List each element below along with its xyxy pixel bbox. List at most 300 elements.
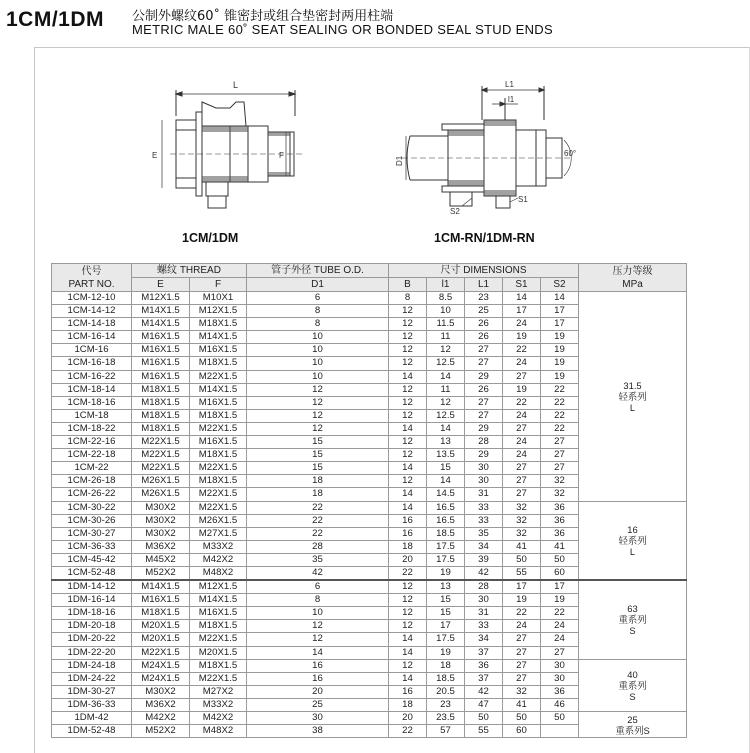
table-cell: 24: [503, 318, 541, 331]
table-cell: 17: [541, 318, 579, 331]
table-cell: 32: [503, 501, 541, 514]
table-cell: M18X1.5: [190, 659, 247, 672]
table-cell: 15: [247, 449, 389, 462]
table-cell: 1CM-30-26: [52, 514, 132, 527]
table-cell: 12.5: [427, 357, 465, 370]
table-cell: 12: [389, 449, 427, 462]
table-cell: 8: [389, 292, 427, 305]
table-cell: M48X2: [190, 566, 247, 580]
table-cell: 30: [541, 672, 579, 685]
pressure-series-cn: 轻系列: [618, 390, 647, 402]
label-l: L: [233, 80, 239, 90]
table-cell: 29: [465, 370, 503, 383]
table-cell: 1CM-26-22: [52, 488, 132, 501]
table-cell: 50: [465, 712, 503, 725]
pressure-cell: [579, 580, 687, 659]
table-cell: 17.5: [427, 540, 465, 553]
header-b: B: [389, 278, 427, 292]
table-cell: M45X2: [132, 553, 190, 566]
table-cell: 12: [389, 396, 427, 409]
table-cell: M18X1.5: [132, 409, 190, 422]
table-cell: 29: [465, 422, 503, 435]
table-cell: M22X1.5: [132, 449, 190, 462]
table-cell: 12: [389, 305, 427, 318]
table-cell: 1CM-12-10: [52, 292, 132, 305]
table-cell: M42X2: [132, 712, 190, 725]
table-cell: 22: [503, 344, 541, 357]
table-cell: M16X1.5: [132, 594, 190, 607]
table-cell: 27: [503, 659, 541, 672]
table-cell: 38: [247, 725, 389, 738]
table-cell: 11: [427, 331, 465, 344]
table-cell: 19: [541, 344, 579, 357]
table-cell: 32: [541, 488, 579, 501]
spec-table: [51, 263, 687, 738]
table-cell: 22: [541, 422, 579, 435]
table-cell: 32: [503, 527, 541, 540]
table-cell: 60: [503, 725, 541, 738]
table-cell: 19: [541, 331, 579, 344]
table-cell: 23: [427, 698, 465, 711]
table-cell: 6: [247, 292, 389, 305]
table-cell: 22: [389, 725, 427, 738]
table-cell: M18X1.5: [132, 396, 190, 409]
table-cell: 50: [541, 712, 579, 725]
pressure-series-code: L: [629, 545, 636, 557]
table-cell: 15: [427, 607, 465, 620]
table-cell: 19: [503, 383, 541, 396]
table-cell: 27: [503, 462, 541, 475]
header-part-en: PART NO.: [68, 278, 115, 290]
table-cell: M14X1.5: [190, 594, 247, 607]
pressure-series-code: S: [629, 690, 636, 702]
table-cell: 1DM-16-14: [52, 594, 132, 607]
table-cell: 36: [541, 527, 579, 540]
table-cell: 15: [427, 594, 465, 607]
drawing-1cm-rn-1dm-rn: [392, 78, 592, 218]
table-cell: 17.5: [427, 633, 465, 646]
table-cell: 14: [427, 475, 465, 488]
table-cell: 18: [389, 698, 427, 711]
table-cell: 12: [389, 475, 427, 488]
table-cell: M18X1.5: [132, 383, 190, 396]
table-cell: 12: [389, 594, 427, 607]
table-cell: 30: [541, 659, 579, 672]
table-cell: 22: [503, 607, 541, 620]
label-small-l1: l1: [508, 95, 515, 104]
table-cell: 27: [541, 646, 579, 659]
table-cell: 28: [247, 540, 389, 553]
table-cell: 18: [247, 488, 389, 501]
table-cell: 16.5: [427, 514, 465, 527]
table-cell: M22X1.5: [190, 488, 247, 501]
table-cell: 23.5: [427, 712, 465, 725]
table-cell: M22X1.5: [132, 436, 190, 449]
table-cell: 12: [389, 383, 427, 396]
table-cell: 1CM-16-14: [52, 331, 132, 344]
table-cell: M14X1.5: [132, 580, 190, 594]
table-cell: 12: [389, 318, 427, 331]
header-l1-small: l1: [427, 278, 465, 292]
table-cell: 12: [389, 620, 427, 633]
pressure-value: 16: [627, 523, 638, 535]
table-cell: 19: [427, 566, 465, 580]
table-cell: M20X1.5: [190, 646, 247, 659]
pressure-cell: [579, 501, 687, 580]
table-cell: 1DM-14-12: [52, 580, 132, 594]
table-cell: 1DM-24-22: [52, 672, 132, 685]
table-cell: M22X1.5: [190, 462, 247, 475]
table-cell: 41: [503, 540, 541, 553]
table-cell: 16: [389, 685, 427, 698]
table-cell: 24: [503, 357, 541, 370]
table-cell: 19: [503, 331, 541, 344]
table-cell: 1CM-14-18: [52, 318, 132, 331]
table-cell: M22X1.5: [190, 633, 247, 646]
table-cell: M22X1.5: [190, 672, 247, 685]
table-cell: 24: [541, 633, 579, 646]
table-cell: 17: [427, 620, 465, 633]
table-cell: 50: [503, 553, 541, 566]
table-cell: 19: [503, 594, 541, 607]
table-cell: 27: [503, 370, 541, 383]
table-cell: 41: [503, 698, 541, 711]
table-row: [52, 659, 687, 672]
table-cell: M16X1.5: [190, 396, 247, 409]
table-cell: M16X1.5: [132, 331, 190, 344]
pressure-series-cn: 重系列: [618, 614, 647, 626]
header-pressure: [579, 264, 687, 292]
header-s2: S2: [541, 278, 579, 292]
table-row: [52, 501, 687, 514]
table-cell: M12X1.5: [190, 580, 247, 594]
table-cell: 1CM-16-22: [52, 370, 132, 383]
table-cell: M30X2: [132, 527, 190, 540]
table-cell: 55: [465, 725, 503, 738]
table-cell: 23: [465, 292, 503, 305]
table-cell: 24: [503, 449, 541, 462]
table-cell: 1CM-52-48: [52, 566, 132, 580]
table-cell: 27: [503, 672, 541, 685]
table-cell: 1CM-14-12: [52, 305, 132, 318]
table-cell: 28: [465, 580, 503, 594]
table-cell: 22: [389, 566, 427, 580]
table-cell: 14: [389, 370, 427, 383]
table-cell: 46: [541, 698, 579, 711]
table-cell: 19: [541, 594, 579, 607]
table-cell: 26: [465, 318, 503, 331]
table-cell: 12: [389, 436, 427, 449]
table-cell: 12: [427, 344, 465, 357]
table-cell: 47: [465, 698, 503, 711]
table-cell: 10: [427, 305, 465, 318]
table-cell: 14: [541, 292, 579, 305]
table-cell: M24X1.5: [132, 659, 190, 672]
table-cell: 29: [465, 449, 503, 462]
table-cell: 1DM-18-16: [52, 607, 132, 620]
table-cell: 25: [465, 305, 503, 318]
table-cell: 20.5: [427, 685, 465, 698]
table-cell: 27: [465, 344, 503, 357]
table-cell: 15: [247, 462, 389, 475]
table-cell: M42X2: [190, 712, 247, 725]
table-cell: 13: [427, 580, 465, 594]
table-cell: 1CM-18-22: [52, 422, 132, 435]
table-cell: M16X1.5: [190, 436, 247, 449]
label-s1: S1: [518, 195, 528, 204]
table-cell: M48X2: [190, 725, 247, 738]
table-cell: 22: [247, 514, 389, 527]
header-pressure-en: MPa: [622, 278, 643, 290]
table-cell: 12: [247, 620, 389, 633]
table-cell: 10: [247, 607, 389, 620]
table-cell: M12X1.5: [132, 292, 190, 305]
table-cell: 37: [465, 672, 503, 685]
pressure-value: 63: [627, 603, 638, 615]
table-cell: M14X1.5: [132, 305, 190, 318]
table-cell: 12: [247, 422, 389, 435]
header-part-cn: 代号: [81, 265, 102, 277]
table-cell: 17: [541, 580, 579, 594]
table-cell: 1CM-18: [52, 409, 132, 422]
table-cell: 10: [247, 370, 389, 383]
table-cell: 16: [247, 659, 389, 672]
header-l1: L1: [465, 278, 503, 292]
table-cell: 27: [465, 357, 503, 370]
table-cell: M10X1: [190, 292, 247, 305]
table-row: [52, 580, 687, 594]
table-cell: M22X1.5: [132, 462, 190, 475]
table-cell: 22: [247, 527, 389, 540]
table-cell: M26X1.5: [190, 514, 247, 527]
table-cell: 55: [503, 566, 541, 580]
table-cell: 13.5: [427, 449, 465, 462]
drawing-1cm-1dm: [140, 78, 310, 218]
table-cell: 17.5: [427, 553, 465, 566]
table-cell: M14X1.5: [190, 331, 247, 344]
table-cell: 18.5: [427, 672, 465, 685]
table-cell: M18X1.5: [190, 409, 247, 422]
table-cell: 33: [465, 514, 503, 527]
table-cell: M33X2: [190, 698, 247, 711]
table-cell: M20X1.5: [132, 633, 190, 646]
caption-right: 1CM-RN/1DM-RN: [434, 231, 535, 245]
pressure-series-cn: 重系列S: [615, 724, 650, 736]
table-cell: 27: [503, 646, 541, 659]
table-cell: 12: [427, 396, 465, 409]
table-cell: 14: [389, 462, 427, 475]
table-cell: 12: [389, 357, 427, 370]
table-cell: 1CM-18-16: [52, 396, 132, 409]
table-cell: 22: [541, 396, 579, 409]
table-cell: 18: [389, 540, 427, 553]
table-cell: 16: [247, 672, 389, 685]
pressure-series-cn: 轻系列: [618, 534, 647, 546]
table-cell: 24: [541, 620, 579, 633]
table-cell: 14: [247, 646, 389, 659]
table-cell: M18X1.5: [190, 449, 247, 462]
table-cell: 27: [503, 488, 541, 501]
table-cell: 35: [465, 527, 503, 540]
table-cell: 27: [541, 436, 579, 449]
table-cell: 1CM-30-22: [52, 501, 132, 514]
table-cell: 15: [427, 462, 465, 475]
table-row: [52, 712, 687, 725]
table-cell: 1DM-52-48: [52, 725, 132, 738]
spec-table-body: [52, 292, 687, 738]
table-cell: 42: [465, 685, 503, 698]
table-cell: 18: [427, 659, 465, 672]
table-cell: 1CM-22: [52, 462, 132, 475]
table-cell: M22X1.5: [190, 501, 247, 514]
table-cell: 19: [427, 646, 465, 659]
table-cell: M16X1.5: [132, 370, 190, 383]
table-cell: 57: [427, 725, 465, 738]
table-cell: 12: [247, 633, 389, 646]
table-cell: M27X2: [190, 685, 247, 698]
header-s1: S1: [503, 278, 541, 292]
table-row: [52, 292, 687, 305]
table-cell: 12: [389, 607, 427, 620]
table-cell: 34: [465, 540, 503, 553]
table-cell: 32: [503, 685, 541, 698]
title-english: METRIC MALE 60˚ SEAT SEALING OR BONDED SEAL STUD ENDS: [132, 22, 553, 37]
table-cell: 20: [389, 553, 427, 566]
table-cell: 12.5: [427, 409, 465, 422]
table-cell: M52X2: [132, 566, 190, 580]
table-cell: 6: [247, 580, 389, 594]
table-cell: 36: [465, 659, 503, 672]
table-cell: 1DM-42: [52, 712, 132, 725]
table-cell: 30: [465, 594, 503, 607]
table-cell: 14: [389, 633, 427, 646]
table-cell: M22X1.5: [190, 370, 247, 383]
table-cell: 22: [247, 501, 389, 514]
table-cell: 36: [541, 501, 579, 514]
table-cell: 15: [247, 436, 389, 449]
table-cell: 41: [541, 540, 579, 553]
table-cell: M52X2: [132, 725, 190, 738]
table-cell: 42: [247, 566, 389, 580]
table-cell: 10: [247, 344, 389, 357]
label-angle: 60°: [564, 149, 577, 158]
table-cell: 12: [389, 659, 427, 672]
table-cell: 18.5: [427, 527, 465, 540]
table-cell: 24: [503, 620, 541, 633]
table-cell: 27: [541, 449, 579, 462]
table-cell: 14: [389, 488, 427, 501]
table-cell: 1DM-24-18: [52, 659, 132, 672]
title-chinese: 公制外螺纹60˚ 锥密封或组合垫密封两用柱端: [132, 9, 394, 24]
table-cell: 14: [389, 501, 427, 514]
table-cell: 12: [389, 409, 427, 422]
table-cell: 32: [541, 475, 579, 488]
header-part-no: [52, 264, 132, 292]
table-cell: 10: [247, 331, 389, 344]
table-cell: M42X2: [190, 553, 247, 566]
label-l1: L1: [505, 80, 514, 89]
table-cell: 14.5: [427, 488, 465, 501]
table-cell: 34: [465, 633, 503, 646]
table-cell: 1CM-22-18: [52, 449, 132, 462]
table-cell: 12: [389, 580, 427, 594]
table-cell: 35: [247, 553, 389, 566]
table-cell: 14: [427, 422, 465, 435]
table-cell: 19: [541, 357, 579, 370]
table-cell: 22: [541, 607, 579, 620]
table-cell: M18X1.5: [132, 607, 190, 620]
table-cell: 16: [389, 514, 427, 527]
table-cell: 12: [247, 396, 389, 409]
table-cell: 26: [465, 331, 503, 344]
table-cell: 28: [465, 436, 503, 449]
table-cell: M18X1.5: [190, 357, 247, 370]
table-cell: 32: [503, 514, 541, 527]
table-cell: 14: [389, 672, 427, 685]
table-cell: 22: [541, 383, 579, 396]
table-cell: 14: [503, 292, 541, 305]
header-f: F: [190, 278, 247, 292]
table-cell: 60: [541, 566, 579, 580]
table-cell: 22: [541, 409, 579, 422]
table-cell: 17: [503, 580, 541, 594]
table-cell: 12: [389, 331, 427, 344]
table-cell: M14X1.5: [132, 318, 190, 331]
table-cell: 1DM-20-18: [52, 620, 132, 633]
table-cell: 16.5: [427, 501, 465, 514]
table-cell: 1CM-22-16: [52, 436, 132, 449]
table-cell: M18X1.5: [132, 422, 190, 435]
pressure-series-code: S: [629, 625, 636, 637]
label-s2: S2: [450, 207, 460, 216]
table-cell: M18X1.5: [190, 318, 247, 331]
table-cell: M14X1.5: [190, 383, 247, 396]
table-cell: 31: [465, 488, 503, 501]
table-cell: 27: [465, 396, 503, 409]
label-e: E: [152, 151, 158, 160]
caption-left: 1CM/1DM: [182, 231, 239, 245]
table-cell: 1CM-45-42: [52, 553, 132, 566]
table-cell: 1DM-22-20: [52, 646, 132, 659]
pressure-value: 31.5: [623, 379, 642, 391]
table-cell: M33X2: [190, 540, 247, 553]
table-cell: 12: [247, 409, 389, 422]
table-cell: 30: [465, 462, 503, 475]
table-cell: 8: [247, 318, 389, 331]
table-cell: 20: [247, 685, 389, 698]
table-cell: 17: [503, 305, 541, 318]
table-cell: 1CM-30-27: [52, 527, 132, 540]
table-cell: 1DM-36-33: [52, 698, 132, 711]
table-cell: 27: [503, 633, 541, 646]
table-cell: M16X1.5: [132, 344, 190, 357]
table-cell: 13: [427, 436, 465, 449]
table-cell: M22X1.5: [190, 422, 247, 435]
table-cell: 42: [465, 566, 503, 580]
pressure-cell: [579, 292, 687, 502]
table-cell: M18X1.5: [190, 620, 247, 633]
table-cell: 24: [503, 409, 541, 422]
table-cell: 27: [541, 462, 579, 475]
header-tube: 管子外径 TUBE O.D.: [247, 264, 389, 278]
table-cell: 10: [247, 357, 389, 370]
table-cell: 1CM-16: [52, 344, 132, 357]
table-cell: 37: [465, 646, 503, 659]
label-f: F: [279, 151, 284, 160]
table-cell: 36: [541, 514, 579, 527]
table-cell: M36X2: [132, 540, 190, 553]
header-thread: 螺纹 THREAD: [132, 264, 247, 278]
